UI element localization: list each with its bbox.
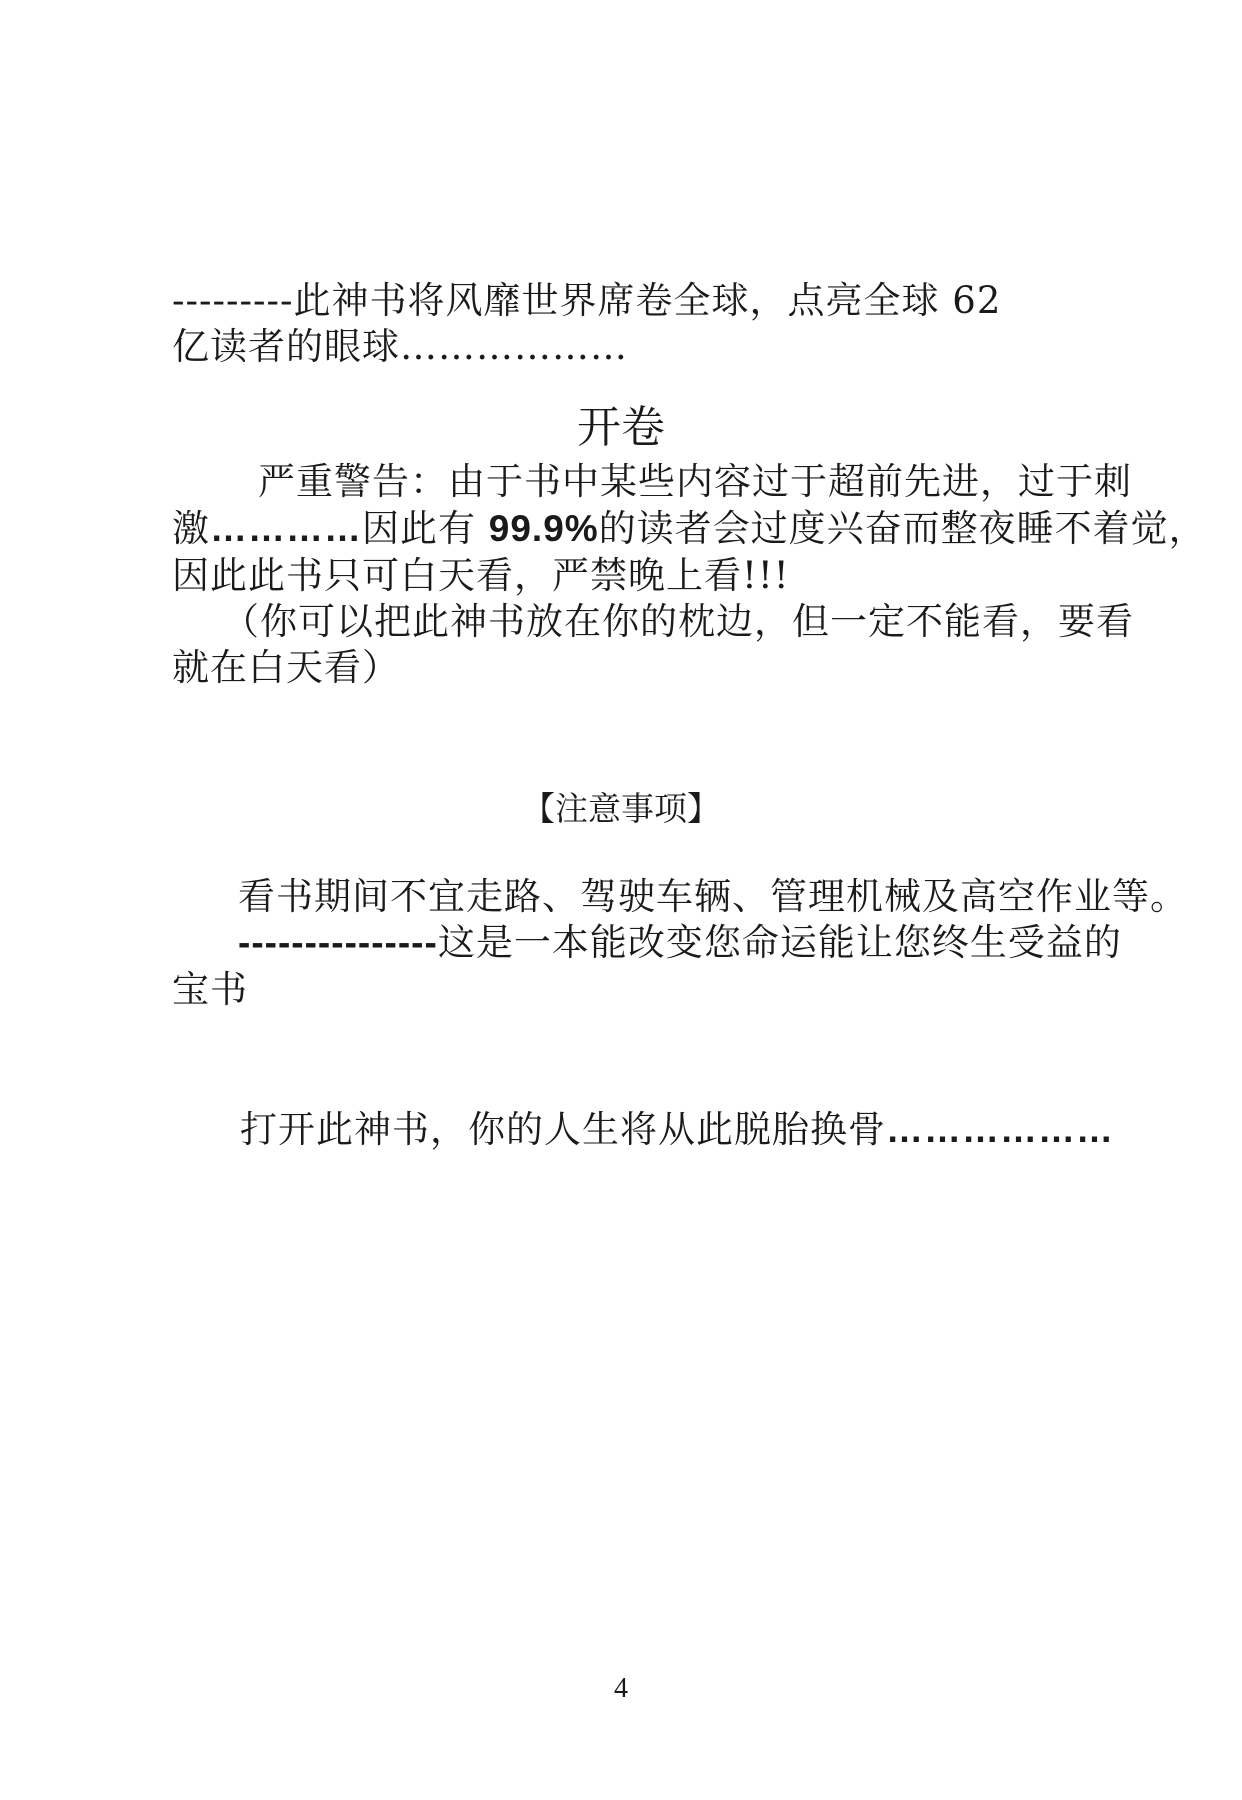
closing-text: 打开此神书，你的人生将从此脱胎换骨 xyxy=(240,1108,886,1151)
intro-line-2: 亿读者的眼球……………… xyxy=(172,325,628,368)
page-number: 4 xyxy=(614,1673,628,1704)
warning-line-2 xyxy=(172,505,1207,553)
notice-line-2-text: 这是一本能改变您命运能让您终生受益的 xyxy=(437,921,1122,964)
warning-line-4: （你可以把此神书放在你的枕边，但一定不能看，要看 xyxy=(222,600,1134,643)
warning-line-2-start: 激 xyxy=(172,507,210,550)
warning-line-2-mid: 因此有 xyxy=(362,507,489,550)
warning-ellipsis: ………… xyxy=(210,508,362,549)
closing-line xyxy=(240,1106,1114,1154)
warning-percent: 99.9% xyxy=(488,508,599,549)
intro-line-1: ---------此神书将风靡世界席卷全球，点亮全球 62 xyxy=(172,279,1002,322)
warning-line-2-end: 的读者会过度兴奋而整夜睡不着觉， xyxy=(598,507,1207,550)
notice-line-3: 宝书 xyxy=(172,968,248,1011)
warning-line-3: 因此此书只可白天看，严禁晚上看!!! xyxy=(172,554,790,597)
warning-line-1: 严重警告：由于书中某些内容过于超前先进，过于刺 xyxy=(258,460,1132,503)
notice-dashes: --------------- xyxy=(238,922,438,963)
warning-line-5: 就在白天看） xyxy=(172,646,400,689)
notice-title: 【注意事项】 xyxy=(522,789,720,828)
notice-line-2 xyxy=(238,919,1122,967)
section-heading: 开卷 xyxy=(577,402,665,453)
closing-ellipsis: ……………… xyxy=(886,1109,1114,1150)
notice-line-1: 看书期间不宜走路、驾驶车辆、管理机械及高空作业等。 xyxy=(238,875,1188,918)
